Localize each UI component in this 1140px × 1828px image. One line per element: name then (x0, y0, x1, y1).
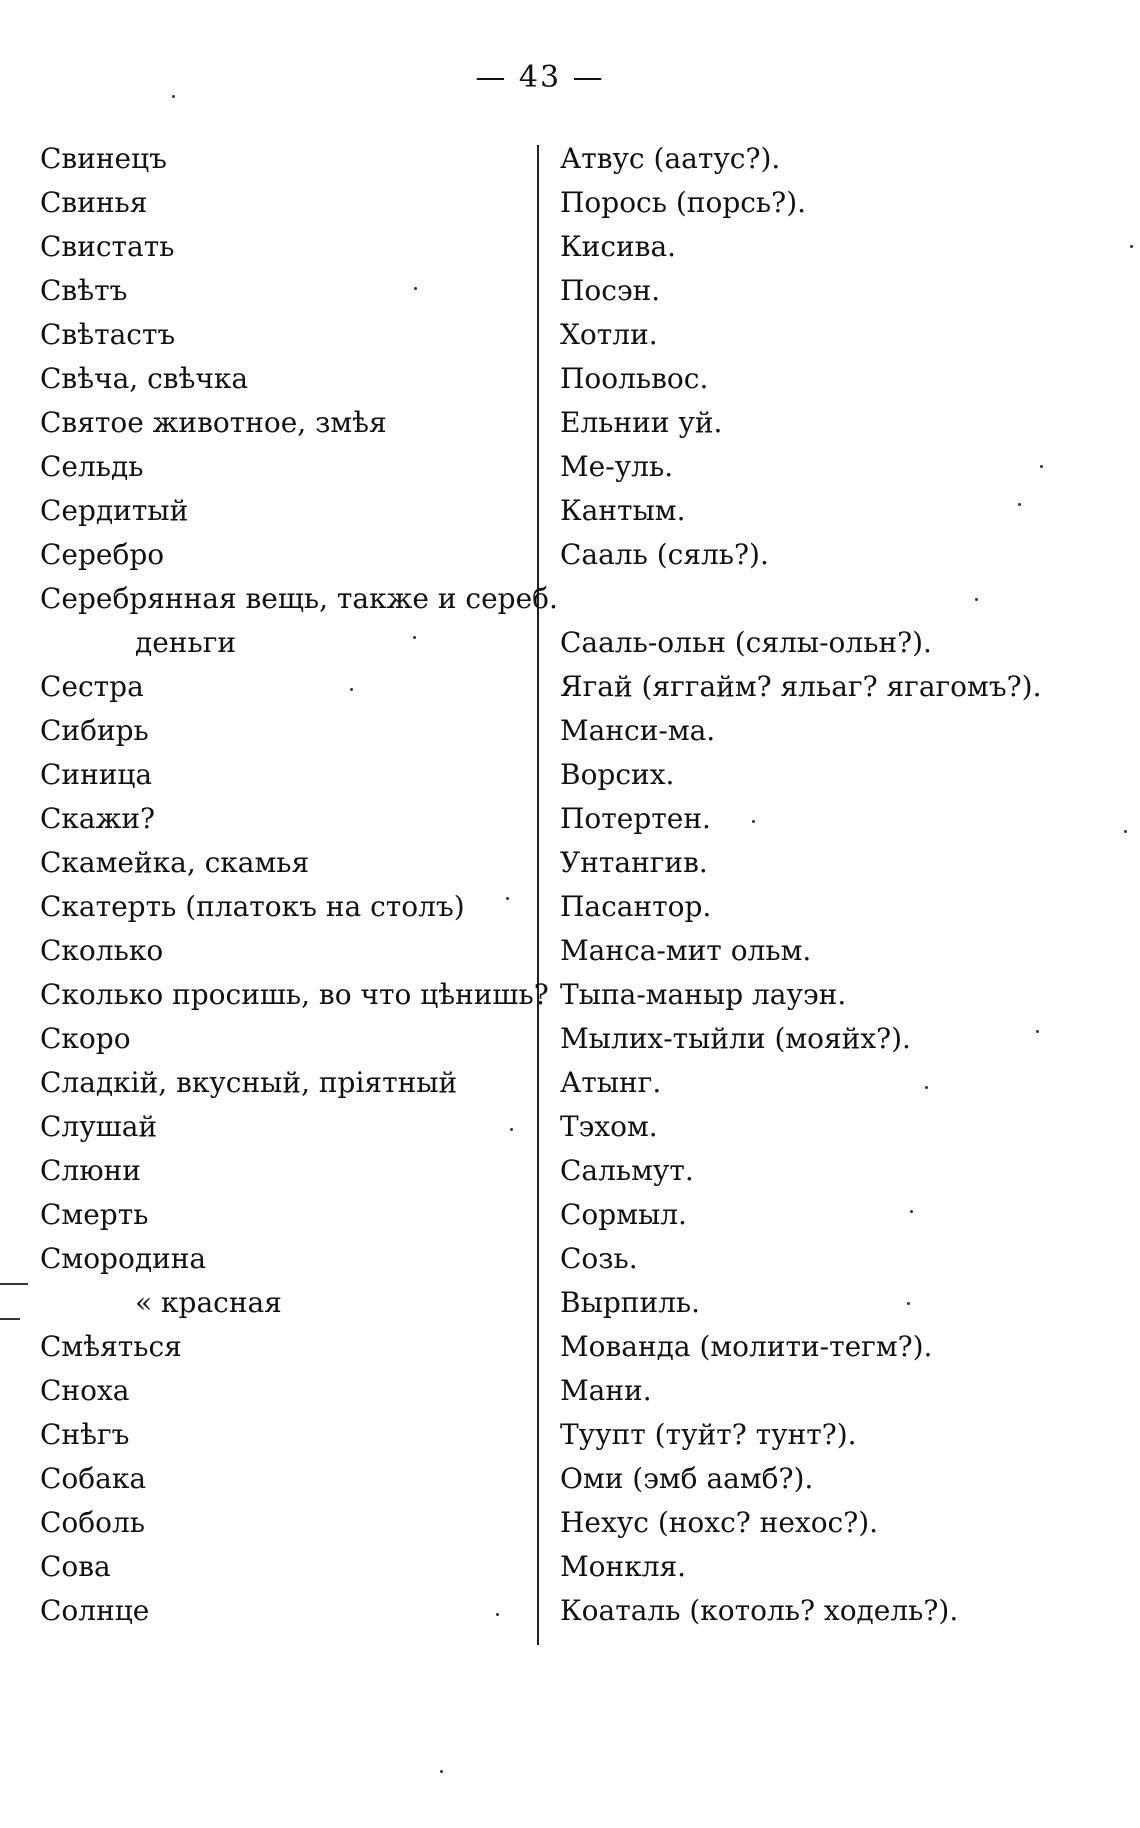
print-speck (925, 1086, 928, 1089)
vogul-word: Мылих-тыйли (мояйх?). (560, 1022, 911, 1055)
print-speck (506, 897, 509, 900)
russian-word: Свѣтастъ (40, 318, 176, 351)
russian-word-continuation: деньги (135, 626, 237, 659)
russian-word: Смородина (40, 1242, 207, 1275)
vogul-word: Кисива. (560, 230, 677, 263)
margin-mark (0, 1283, 28, 1285)
vogul-word: Поольвос. (560, 362, 709, 395)
russian-word: Сестра (40, 670, 144, 703)
vogul-word: Ягай (яггайм? яльаг? ягагомъ?). (560, 670, 1042, 703)
margin-mark (0, 1318, 20, 1320)
vogul-word: Тыпа-маныр лауэн. (560, 978, 847, 1011)
russian-word: Свинья (40, 186, 148, 219)
print-speck (910, 1210, 913, 1213)
print-speck (496, 1613, 499, 1616)
russian-word: Сельдь (40, 450, 144, 483)
russian-word: Синица (40, 758, 153, 791)
vogul-word: Сааль (сяль?). (560, 538, 769, 571)
vogul-word: Тэхом. (560, 1110, 658, 1143)
print-speck (752, 820, 755, 823)
print-speck (510, 1128, 513, 1131)
print-speck (907, 1302, 910, 1305)
vogul-word: Сормыл. (560, 1198, 687, 1231)
print-speck (440, 1770, 443, 1773)
vogul-word: Оми (эмб аамб?). (560, 1462, 814, 1495)
print-speck (975, 598, 978, 601)
vogul-word: Потертен. (560, 802, 711, 835)
vogul-word: Вырпиль. (560, 1286, 701, 1319)
russian-word: Сколько (40, 934, 164, 967)
vogul-word: Коаталь (котоль? ходель?). (560, 1594, 959, 1627)
vogul-word: Ельнии уй. (560, 406, 723, 439)
russian-word: Скажи? (40, 802, 156, 835)
russian-word: Слюни (40, 1154, 141, 1187)
russian-word: Снѣгъ (40, 1418, 130, 1451)
vogul-word: Кантым. (560, 494, 686, 527)
vogul-word: Ме-уль. (560, 450, 674, 483)
print-speck (172, 95, 175, 98)
russian-word: Собака (40, 1462, 147, 1495)
print-speck (413, 636, 416, 639)
right-column (560, 137, 1080, 1633)
russian-word: Смѣяться (40, 1330, 182, 1363)
vogul-word: Атвус (аатус?). (560, 142, 781, 175)
page-number: — 43 — (475, 60, 605, 95)
left-column (40, 137, 558, 1633)
russian-word: Свѣча, свѣчка (40, 362, 249, 395)
vogul-word: Манси-ма. (560, 714, 716, 747)
print-speck (350, 688, 353, 691)
vogul-word-blank (560, 577, 1080, 621)
print-speck (1124, 830, 1127, 833)
russian-word: Сколько просишь, во что цѣнишь? (40, 978, 549, 1011)
vogul-word: Унтангив. (560, 846, 708, 879)
vogul-word: Порось (порсь?). (560, 186, 807, 219)
russian-word: Скатерть (платокъ на столъ) (40, 890, 465, 923)
russian-word: Сова (40, 1550, 111, 1583)
russian-word: Скамейка, скамья (40, 846, 310, 879)
vogul-word: Нехус (нохс? нехос?). (560, 1506, 879, 1539)
vogul-word: Созь. (560, 1242, 638, 1275)
print-speck (1018, 503, 1021, 506)
russian-word: Сибирь (40, 714, 149, 747)
vogul-word: Монкля. (560, 1550, 687, 1583)
russian-word: Святое животное, змѣя (40, 406, 387, 439)
russian-word: Сладкій, вкусный, пріятный (40, 1066, 458, 1099)
russian-word-ditto: « красная (135, 1286, 282, 1319)
russian-word: Солнце (40, 1594, 150, 1627)
russian-word: Свѣтъ (40, 274, 128, 307)
vogul-word: Мани. (560, 1374, 652, 1407)
vogul-word: Мованда (молити-тегм?). (560, 1330, 933, 1363)
russian-word: Серебро (40, 538, 165, 571)
russian-word: Свистать (40, 230, 175, 263)
vogul-word: Ворсих. (560, 758, 675, 791)
russian-word: Смерть (40, 1198, 149, 1231)
russian-word: Серебрянная вещь, также и сереб. (40, 582, 558, 615)
vogul-word: Сааль-ольн (сялы-ольн?). (560, 626, 932, 659)
russian-word: Скоро (40, 1022, 131, 1055)
russian-word: Соболь (40, 1506, 146, 1539)
print-speck (1130, 245, 1133, 248)
vogul-word: Атынг. (560, 1066, 662, 1099)
print-speck (414, 287, 417, 290)
vogul-word: Туупт (туйт? тунт?). (560, 1418, 857, 1451)
print-speck (1036, 1030, 1039, 1033)
vogul-word: Пасантор. (560, 890, 712, 923)
vogul-word: Сальмут. (560, 1154, 694, 1187)
russian-word: Сердитый (40, 494, 189, 527)
vogul-word: Манса-мит ольм. (560, 934, 812, 967)
russian-word: Слушай (40, 1110, 158, 1143)
print-speck (1040, 465, 1043, 468)
russian-word: Свинецъ (40, 142, 167, 175)
vogul-word: Хотли. (560, 318, 658, 351)
vogul-word: Посэн. (560, 274, 661, 307)
russian-word: Сноха (40, 1374, 130, 1407)
